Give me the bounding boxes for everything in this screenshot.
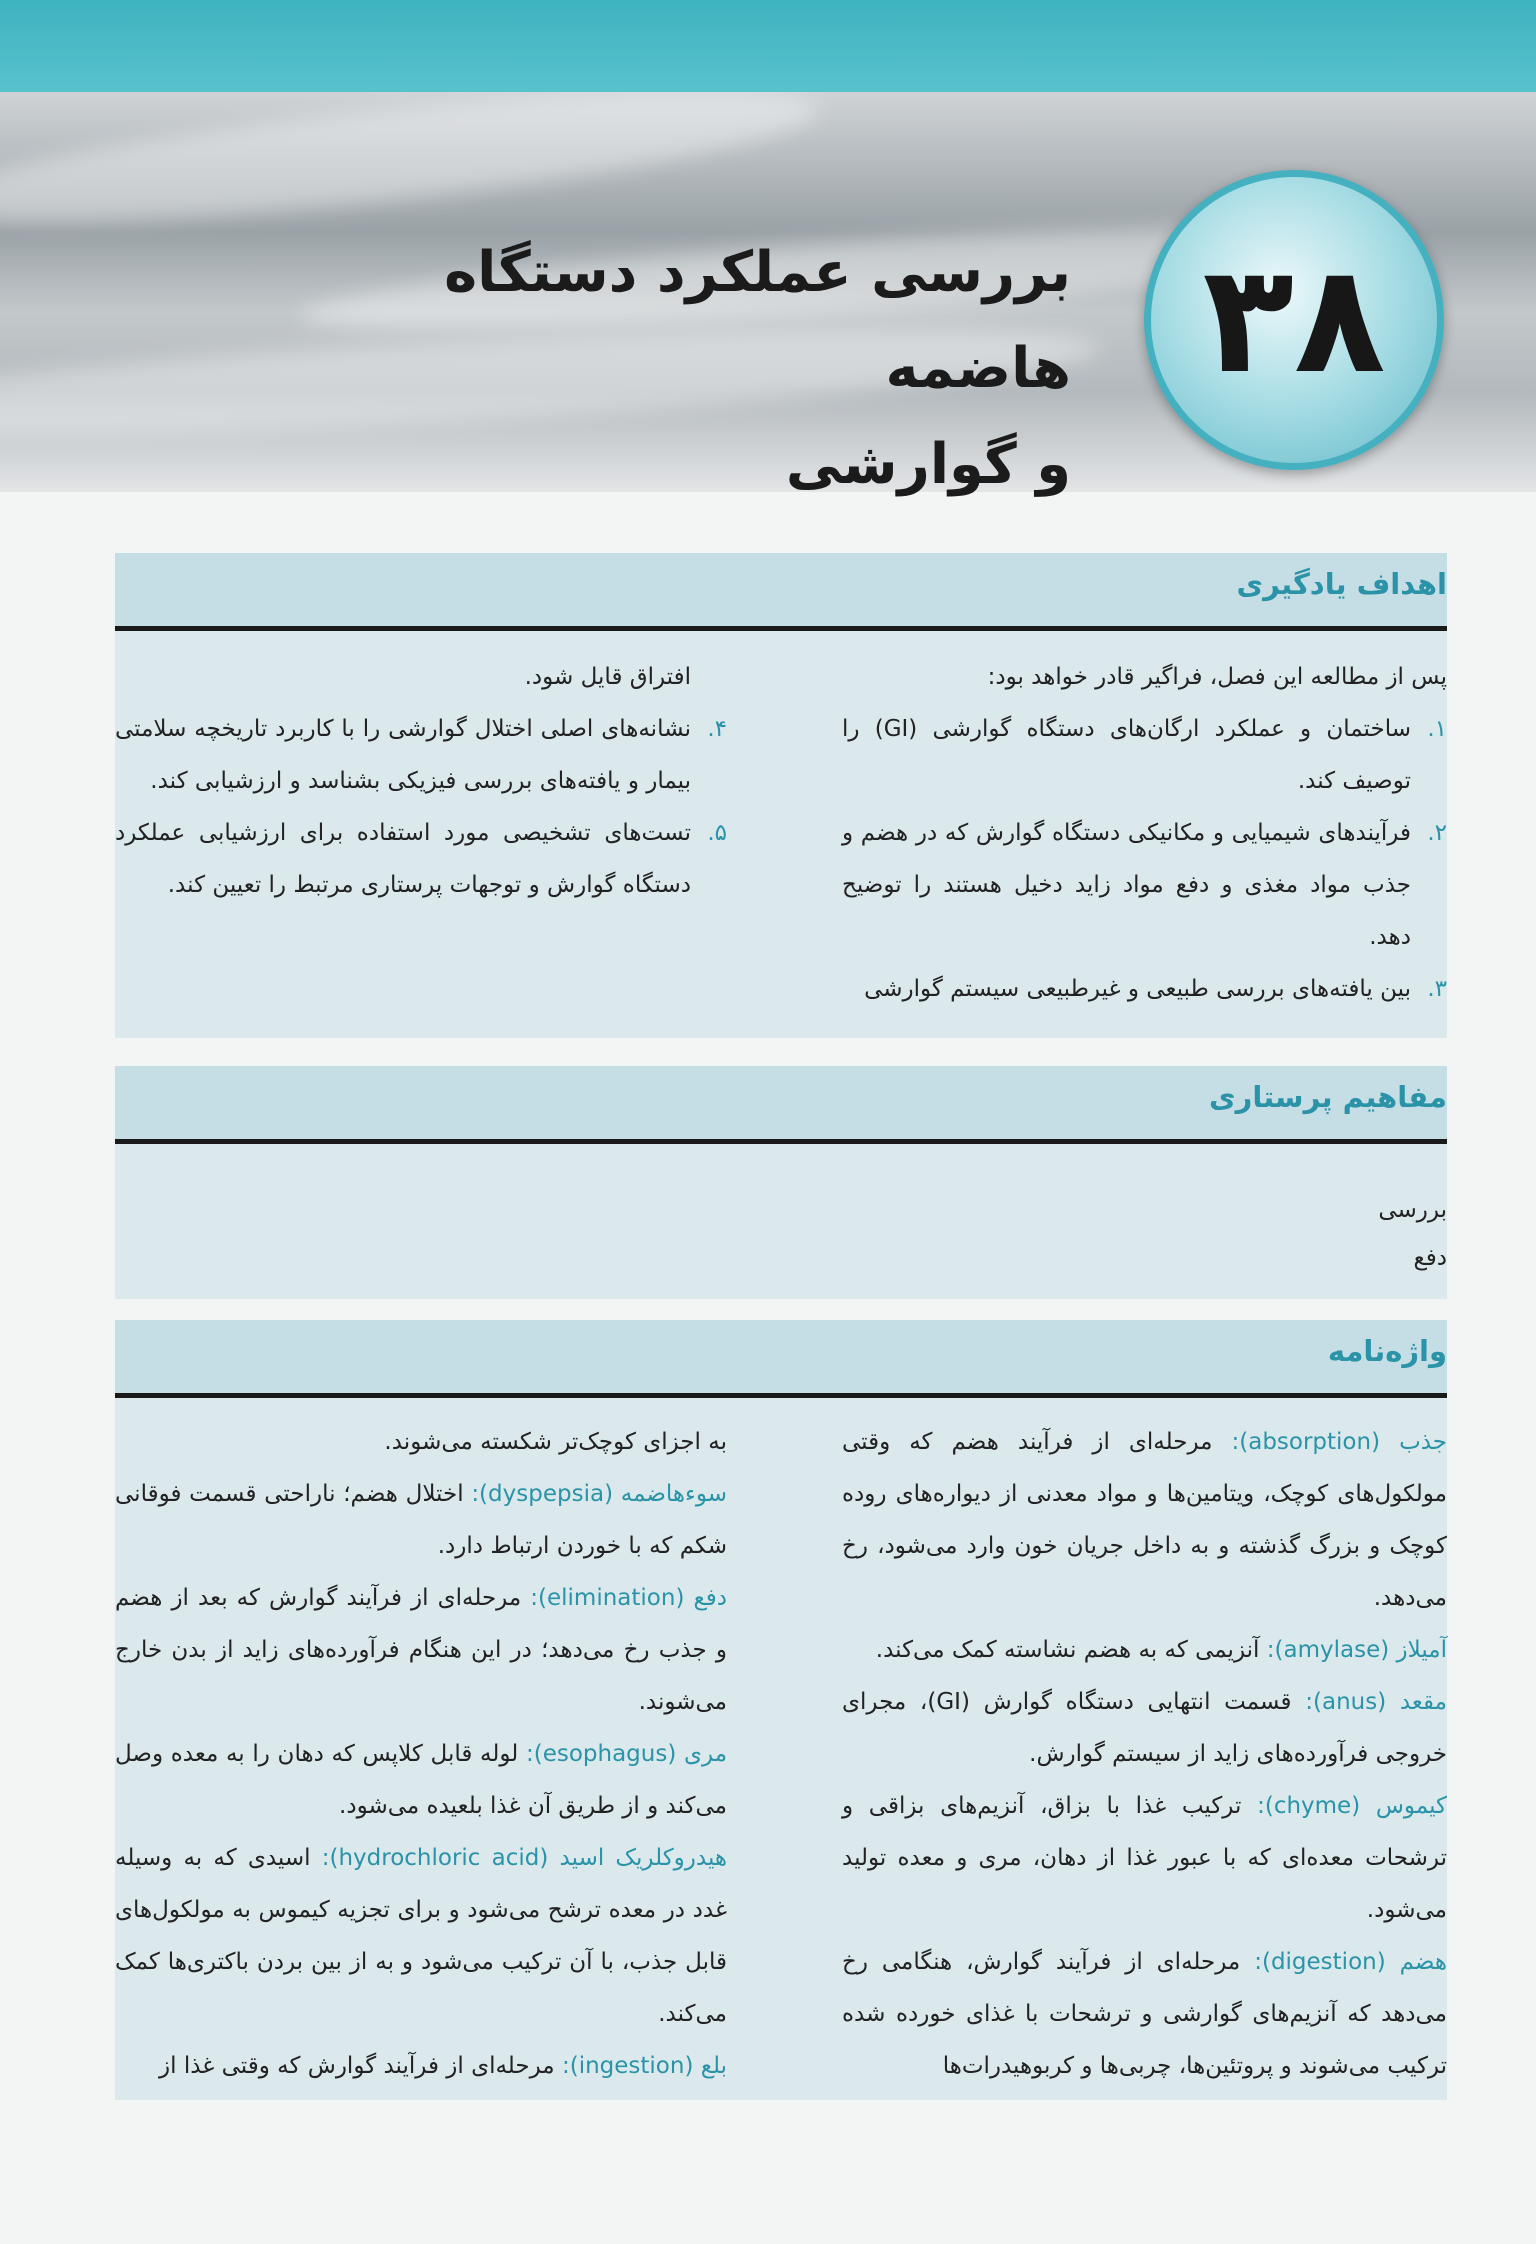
glossary-definition: اسیدی که به وسیله غدد در معده ترشح می‌شود و برای تجزیه کیموس به مولکول‌های قابل جذب، با آن ترکیب می‌شود و به از بین بردن باکتری‌ها کمک می‌کند. (115, 1845, 727, 2027)
glossary-definition: لوله قابل کلاپس که دهان را به معده وصل می‌کند و از طریق آن غذا بلعیده می‌شود. (115, 1741, 727, 1819)
glossary-entry (842, 1780, 1447, 1936)
objectives-section (115, 553, 1447, 1038)
objective-item (842, 703, 1447, 807)
glossary-definition: ترکیب غذا با بزاق، آنزیم‌های بزاقی و ترشحات معده‌ای که با عبور غذا از دهان، مری و معده تولید می‌شود. (842, 1793, 1447, 1923)
objective-number: ۳. (1427, 976, 1447, 1002)
glossary-term: جذب (absorption): (1231, 1429, 1448, 1455)
glossary-definition: قسمت انتهایی دستگاه گوارش (GI)، مجرای خروجی فرآورده‌های زاید از سیستم گوارش. (842, 1689, 1447, 1767)
glossary-header (115, 1320, 1447, 1398)
glossary-entry (115, 1572, 727, 1728)
objective-text: افتراق قایل شود. (524, 664, 691, 690)
glossary-definition: مرحله‌ای از فرآیند هضم که وقتی مولکول‌های کوچک، ویتامین‌ها و مواد معدنی از دیواره‌های روده کوچک و بزرگ گذشته و به داخل جریان خون وارد می‌شود، رخ می‌دهد. (842, 1429, 1447, 1611)
concepts-section (115, 1066, 1447, 1299)
glossary-entry (115, 1728, 727, 1832)
glossary-entry (115, 2040, 727, 2092)
glossary-right-column (842, 1416, 1447, 2092)
objective-text: نشانه‌های اصلی اختلال گوارشی را با کاربرد تاریخچه سلامتی بیمار و یافته‌های بررسی فیزیکی بشناسد و ارزشیابی کند. (115, 716, 691, 794)
glossary-term: دفع (elimination): (530, 1585, 727, 1611)
glossary-left-column (115, 1416, 727, 2092)
concepts-heading: مفاهیم پرستاری (1209, 1080, 1447, 1114)
glossary-section (115, 1320, 1447, 2100)
glossary-entry (115, 1468, 727, 1572)
glossary-definition: اختلال هضم؛ ناراحتی قسمت فوقانی شکم که با خوردن ارتباط دارد. (115, 1481, 727, 1559)
glossary-heading: واژه‌نامه (1327, 1334, 1447, 1368)
glossary-term: هیدروکلریک اسید (hydrochloric acid): (321, 1845, 728, 1871)
concepts-list (842, 1186, 1447, 1282)
glossary-definition: مرحله‌ای از فرآیند گوارش که وقتی غذا از (159, 2053, 555, 2079)
objectives-right-column (842, 651, 1447, 1015)
objectives-header (115, 553, 1447, 631)
glossary-entry (842, 1936, 1447, 2092)
objective-number: ۴. (707, 716, 727, 742)
objective-item (115, 651, 727, 703)
objective-text: تست‌های تشخیصی مورد استفاده برای ارزشیابی عملکرد دستگاه گوارش و توجهات پرستاری مرتبط را تعیین کند. (115, 820, 691, 898)
objective-number: ۲. (1427, 820, 1447, 846)
objective-text: بین یافته‌های بررسی طبیعی و غیرطبیعی سیستم گوارشی (864, 976, 1411, 1002)
glossary-entry (842, 1416, 1447, 1624)
glossary-term: هضم (digestion): (1254, 1949, 1448, 1975)
glossary-definition: آنزیمی که به هضم نشاسته کمک می‌کند. (875, 1637, 1260, 1663)
glossary-definition: مرحله‌ای از فرآیند گوارش که بعد از هضم و جذب رخ می‌دهد؛ در این هنگام فرآورده‌های زاید از بدن خارج می‌شوند. (115, 1585, 727, 1715)
objective-number (691, 651, 727, 703)
objective-item (842, 963, 1447, 1015)
glossary-term: سوءهاضمه (dyspepsia): (471, 1481, 728, 1507)
glossary-entry (115, 1416, 727, 1468)
chapter-number: ۳۸ (1202, 233, 1386, 407)
objectives-left-column (115, 651, 727, 911)
objectives-intro: پس از مطالعه این فصل، فراگیر قادر خواهد بود: (987, 664, 1447, 690)
concepts-header (115, 1066, 1447, 1144)
objective-item (115, 703, 727, 807)
glossary-definition: به اجزای کوچک‌تر شکسته می‌شوند. (384, 1429, 727, 1455)
objective-item (842, 807, 1447, 963)
objective-number: ۵. (707, 820, 727, 846)
concept-item: بررسی (1378, 1197, 1447, 1223)
glossary-term: مری (esophagus): (525, 1741, 728, 1767)
objective-text: فرآیندهای شیمیایی و مکانیکی دستگاه گوارش که در هضم و جذب مواد مغذی و دفع مواد زاید دخیل هستند را توضیح دهد. (842, 820, 1411, 950)
glossary-term: آمیلاز (amylase): (1266, 1637, 1447, 1663)
top-color-band (0, 0, 1536, 92)
chapter-title (251, 225, 1071, 513)
chapter-title-line2: و گوارشی (785, 432, 1071, 497)
glossary-entry (842, 1624, 1447, 1676)
objective-item (115, 807, 727, 911)
glossary-definition: مرحله‌ای از فرآیند گوارش، هنگامی رخ می‌دهد که آنزیم‌های گوارشی و ترشحات با غذای خورده شده ترکیب می‌شوند و پروتئین‌ها، چربی‌ها و کربوهیدرات‌ها (842, 1949, 1447, 2079)
objectives-heading: اهداف یادگیری (1236, 567, 1447, 601)
glossary-entry (115, 1832, 727, 2040)
glossary-term: کیموس (chyme): (1257, 1793, 1448, 1819)
objective-number: ۱. (1427, 716, 1447, 742)
glossary-entry (842, 1676, 1447, 1780)
glossary-term: مقعد (anus): (1305, 1689, 1447, 1715)
chapter-title-line1: بررسی عملکرد دستگاه هاضمه (444, 240, 1071, 401)
glossary-term: بلع (ingestion): (561, 2053, 727, 2079)
objective-text: ساختمان و عملکرد ارگان‌های دستگاه گوارشی (GI) را توصیف کند. (842, 716, 1411, 794)
concept-item: دفع (1413, 1245, 1447, 1271)
